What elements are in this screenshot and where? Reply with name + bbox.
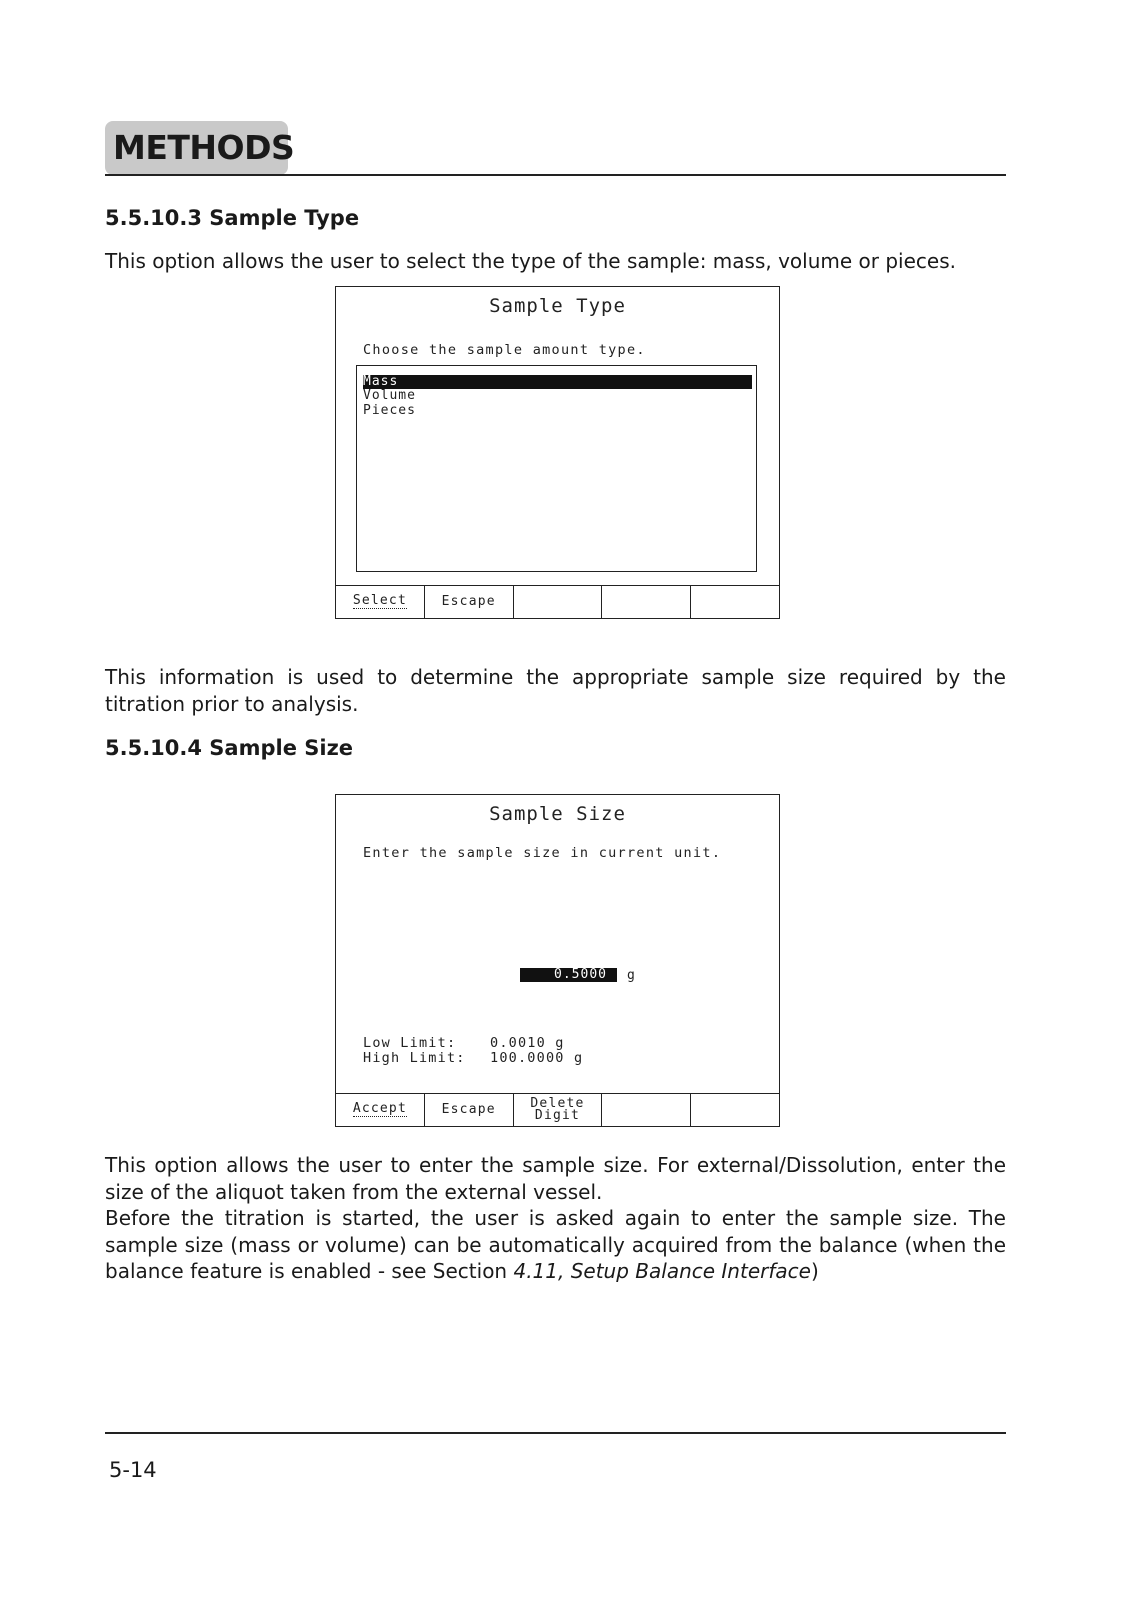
- page-number: 5-14: [109, 1458, 157, 1482]
- delete-digit-button[interactable]: [514, 1094, 603, 1126]
- sample-type-list[interactable]: [356, 365, 757, 572]
- section-heading-sample-size: 5.5.10.4 Sample Size: [105, 736, 354, 760]
- header-rule: [105, 174, 1006, 176]
- section-heading-sample-type: 5.5.10.3 Sample Type: [105, 206, 360, 230]
- high-limit-value: 100.0000 g: [490, 1050, 584, 1066]
- softkey-5[interactable]: [691, 586, 779, 618]
- list-item-pieces[interactable]: Pieces: [363, 403, 416, 418]
- sample-size-after-2: [105, 1205, 1006, 1285]
- escape-button[interactable]: [425, 586, 514, 618]
- screen-title: Sample Size: [489, 803, 626, 825]
- softkey-4[interactable]: [602, 586, 691, 618]
- sample-size-screen: [335, 794, 780, 1127]
- footer-rule: [105, 1432, 1006, 1434]
- high-limit-row: [363, 1050, 583, 1066]
- sample-type-intro: This option allows the user to select the type of the sample: mass, volume or pieces.: [105, 249, 956, 273]
- select-button[interactable]: [336, 586, 425, 618]
- softkey-bar: [336, 585, 779, 618]
- escape-button[interactable]: [425, 1094, 514, 1126]
- low-limit-label: Low Limit:: [363, 1035, 457, 1051]
- sample-size-after-2-main: Before the titration is started, the user is asked again to enter the sample size. The sample size (mass or volume) can be automatically acquired from the balance (when the balance feature is enabled - see Section: [105, 1206, 1006, 1283]
- escape-button-label: Escape: [441, 1102, 496, 1117]
- sample-size-input[interactable]: 0.5000: [520, 968, 617, 982]
- high-limit-label: High Limit:: [363, 1050, 466, 1066]
- delete-digit-button-label: Delete Digit: [530, 1096, 585, 1123]
- softkey-4[interactable]: [602, 1094, 691, 1126]
- sample-size-unit: g: [627, 968, 636, 983]
- chapter-tab: METHODS: [105, 121, 288, 175]
- screen-title: Sample Type: [489, 295, 626, 317]
- accept-button-label: Accept: [352, 1101, 407, 1116]
- escape-button-label: Escape: [441, 594, 496, 609]
- low-limit-value: 0.0010 g: [490, 1035, 565, 1051]
- list-item-mass[interactable]: Mass: [363, 375, 752, 389]
- sample-type-after: This information is used to determine the appropriate sample size required by the titration prior to analysis.: [105, 665, 1006, 716]
- accept-button[interactable]: [336, 1094, 425, 1126]
- screen-prompt: Choose the sample amount type.: [363, 342, 646, 358]
- section-reference: 4.11, Setup Balance Interface: [513, 1259, 811, 1283]
- softkey-3[interactable]: [514, 586, 603, 618]
- sample-size-after-2-end: ): [810, 1259, 819, 1283]
- sample-type-screen: [335, 286, 780, 619]
- screen-prompt: Enter the sample size in current unit.: [363, 845, 722, 861]
- sample-size-after-1: This option allows the user to enter the sample size. For external/Dissolution, enter the size of the aliquot taken from the external vessel.: [105, 1153, 1006, 1204]
- softkey-5[interactable]: [691, 1094, 779, 1126]
- list-item-volume[interactable]: Volume: [363, 388, 416, 403]
- select-button-label: Select: [352, 593, 407, 608]
- low-limit-row: [363, 1035, 565, 1051]
- softkey-bar: [336, 1093, 779, 1126]
